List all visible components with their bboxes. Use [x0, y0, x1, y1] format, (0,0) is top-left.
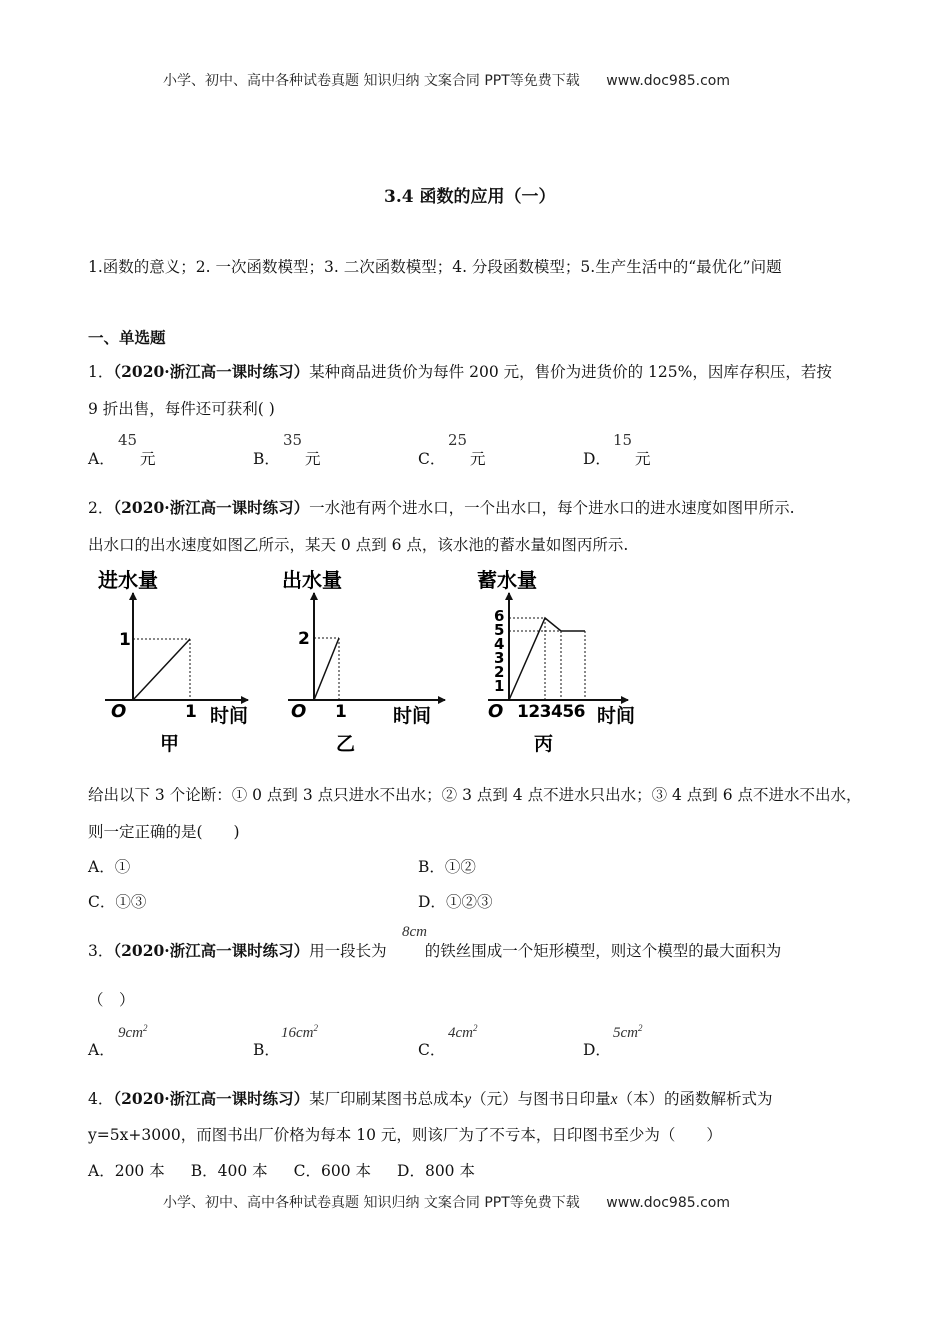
page-header: [163, 70, 730, 90]
q3-option-c[interactable]: C．: [418, 1041, 446, 1059]
fig-jia-ytick: 1: [119, 630, 131, 650]
q3-option-d-value: $5cm^2$: [613, 1023, 643, 1041]
q4-options: [88, 1159, 475, 1181]
q3-option-d[interactable]: D．: [583, 1041, 611, 1059]
fig-jia-caption: 甲: [160, 733, 180, 755]
q2-number: 2．: [88, 499, 114, 517]
q1-option-d-unit: 元: [635, 450, 651, 468]
q4-source: （2020·浙江高一课时练习）: [113, 1089, 310, 1108]
q1-option-b[interactable]: B．: [253, 450, 280, 468]
q4-option-d[interactable]: D．800 本: [397, 1162, 475, 1180]
fig-bing-ytick-3: 3: [494, 649, 505, 667]
q4-text-a: 某厂印刷某图书总成本: [309, 1090, 465, 1108]
fig-jia-origin: O: [111, 701, 127, 722]
fig-bing-ytick-6: 6: [494, 607, 505, 625]
header-site-link[interactable]: www.doc985.com: [606, 73, 730, 89]
fig-jia-xlabel: 时间: [210, 705, 249, 727]
q1-text: 某种商品进货价为每件 200 元，售价为进货价的 125%，因库存积压，若按: [309, 363, 832, 381]
figure-yi: [282, 568, 445, 755]
fig-yi-origin: O: [291, 701, 307, 722]
q1-source: （2020·浙江高一课时练习）: [113, 362, 310, 381]
section-heading: 一、单选题: [88, 328, 166, 347]
q4-text-b: （元）与图书日印量: [471, 1090, 611, 1108]
fig-bing-ylabel: 蓄水量: [477, 568, 537, 592]
q1-option-b-unit: 元: [305, 450, 321, 468]
fig-bing-line: [509, 618, 585, 700]
q4-option-c[interactable]: C．600 本: [293, 1162, 372, 1180]
q3-option-c-value: $4cm^2$: [448, 1023, 478, 1041]
q4-var-x: x: [610, 1091, 618, 1108]
page-footer: [163, 1192, 730, 1212]
q1-option-d-value: 15: [613, 431, 633, 449]
fig-yi-caption: 乙: [336, 733, 356, 755]
q2-text: 一水池有两个进水口，一个出水口，每个进水口的进水速度如图甲所示.: [309, 499, 795, 517]
figure-jia: [98, 568, 248, 755]
q1-option-c-value: 25: [448, 431, 468, 449]
footer-site-link[interactable]: www.doc985.com: [606, 1195, 730, 1211]
q1-option-a-unit: 元: [140, 450, 156, 468]
fig-jia-ylabel: 进水量: [98, 568, 158, 592]
fig-yi-xlabel: 时间: [393, 705, 432, 727]
q3-text-post: 的铁丝围成一个矩形模型，则这个模型的最大面积为: [424, 942, 782, 960]
q3-text-pre: 用一段长为: [309, 942, 387, 960]
q1-option-d[interactable]: D．: [583, 450, 611, 468]
q3-number: 3．: [88, 942, 114, 960]
footer-text: 小学、初中、高中各种试卷真题 知识归纳 文案合同 PPT等免费下载: [163, 1195, 580, 1211]
q3-source: （2020·浙江高一课时练习）: [113, 941, 310, 960]
question-2-line2: 出水口的出水速度如图乙所示，某天 0 点到 6 点，该水池的蓄水量如图丙所示.: [88, 536, 629, 554]
question-2-line1: [88, 496, 795, 518]
q1-number: 1．: [88, 363, 114, 381]
fig-jia-xtick: 1: [185, 702, 197, 722]
q1-option-b-value: 35: [283, 431, 303, 449]
q3-length: 8cm: [402, 924, 427, 940]
q2-option-b[interactable]: B．①②: [418, 858, 476, 876]
fig-yi-line: [314, 638, 339, 700]
q3-option-b-value: $16cm^2$: [281, 1023, 318, 1041]
q2-figures: [90, 565, 660, 760]
page-title: 3.4 函数的应用（一）: [384, 187, 556, 207]
header-text: 小学、初中、高中各种试卷真题 知识归纳 文案合同 PPT等免费下载: [163, 73, 580, 89]
fig-bing-ytick-1: 1: [494, 677, 505, 695]
q3-option-b[interactable]: B．: [253, 1041, 280, 1059]
q1-option-c-unit: 元: [470, 450, 486, 468]
question-4-line2: y=5x+3000，而图书出厂价格为每本 10 元，则该厂为了不亏本，日印图书至少为（ ）: [88, 1126, 722, 1144]
q4-var-y: y: [464, 1091, 472, 1108]
fig-yi-ytick: 2: [298, 629, 310, 649]
q4-option-b[interactable]: B．400 本: [190, 1162, 268, 1180]
fig-bing-ytick-5: 5: [494, 621, 505, 639]
topics-line: 1.函数的意义；2. 一次函数模型；3. 二次函数模型；4. 分段函数模型；5.生产生活中的“最优化”问题: [88, 258, 782, 276]
fig-bing-xticks: 123456: [517, 702, 585, 722]
question-2-line4: 则一定正确的是( ): [88, 823, 240, 841]
question-3-line1: [88, 939, 781, 961]
q2-source: （2020·浙江高一课时练习）: [113, 498, 310, 517]
question-2-line3: 给出以下 3 个论断：① 0 点到 3 点只进水不出水；② 3 点到 4 点不进水只出水；③ 4 点到 6 点不进水不出水，: [88, 786, 862, 804]
q2-option-d[interactable]: D．①②③: [418, 893, 493, 911]
q4-text-c: （本）的函数解析式为: [617, 1090, 773, 1108]
q4-option-a[interactable]: A．200 本: [88, 1162, 165, 1180]
question-1-line1: [88, 360, 832, 382]
q1-option-a[interactable]: A．: [88, 450, 115, 468]
q2-option-c[interactable]: C．①③: [88, 893, 147, 911]
q1-option-c[interactable]: C．: [418, 450, 446, 468]
fig-jia-line: [133, 639, 190, 700]
question-3-line2: （ ）: [88, 991, 135, 1009]
q4-number: 4．: [88, 1090, 114, 1108]
fig-yi-ylabel: 出水量: [282, 568, 342, 592]
question-1-line2: 9 折出售，每件还可获利( ): [88, 400, 275, 418]
fig-bing-caption: 丙: [534, 733, 554, 755]
fig-bing-origin: O: [488, 701, 504, 722]
fig-bing-xlabel: 时间: [597, 705, 636, 727]
fig-bing-ytick-4: 4: [494, 635, 505, 653]
q1-option-a-value: 45: [118, 431, 138, 449]
fig-yi-xtick: 1: [335, 702, 347, 722]
q3-option-a-value: $9cm^2$: [118, 1023, 148, 1041]
figure-bing: [477, 568, 635, 755]
q3-option-a[interactable]: A．: [88, 1041, 115, 1059]
fig-bing-ytick-2: 2: [494, 663, 505, 681]
q2-option-a[interactable]: A．①: [88, 858, 131, 876]
question-4-line1: [88, 1087, 773, 1109]
